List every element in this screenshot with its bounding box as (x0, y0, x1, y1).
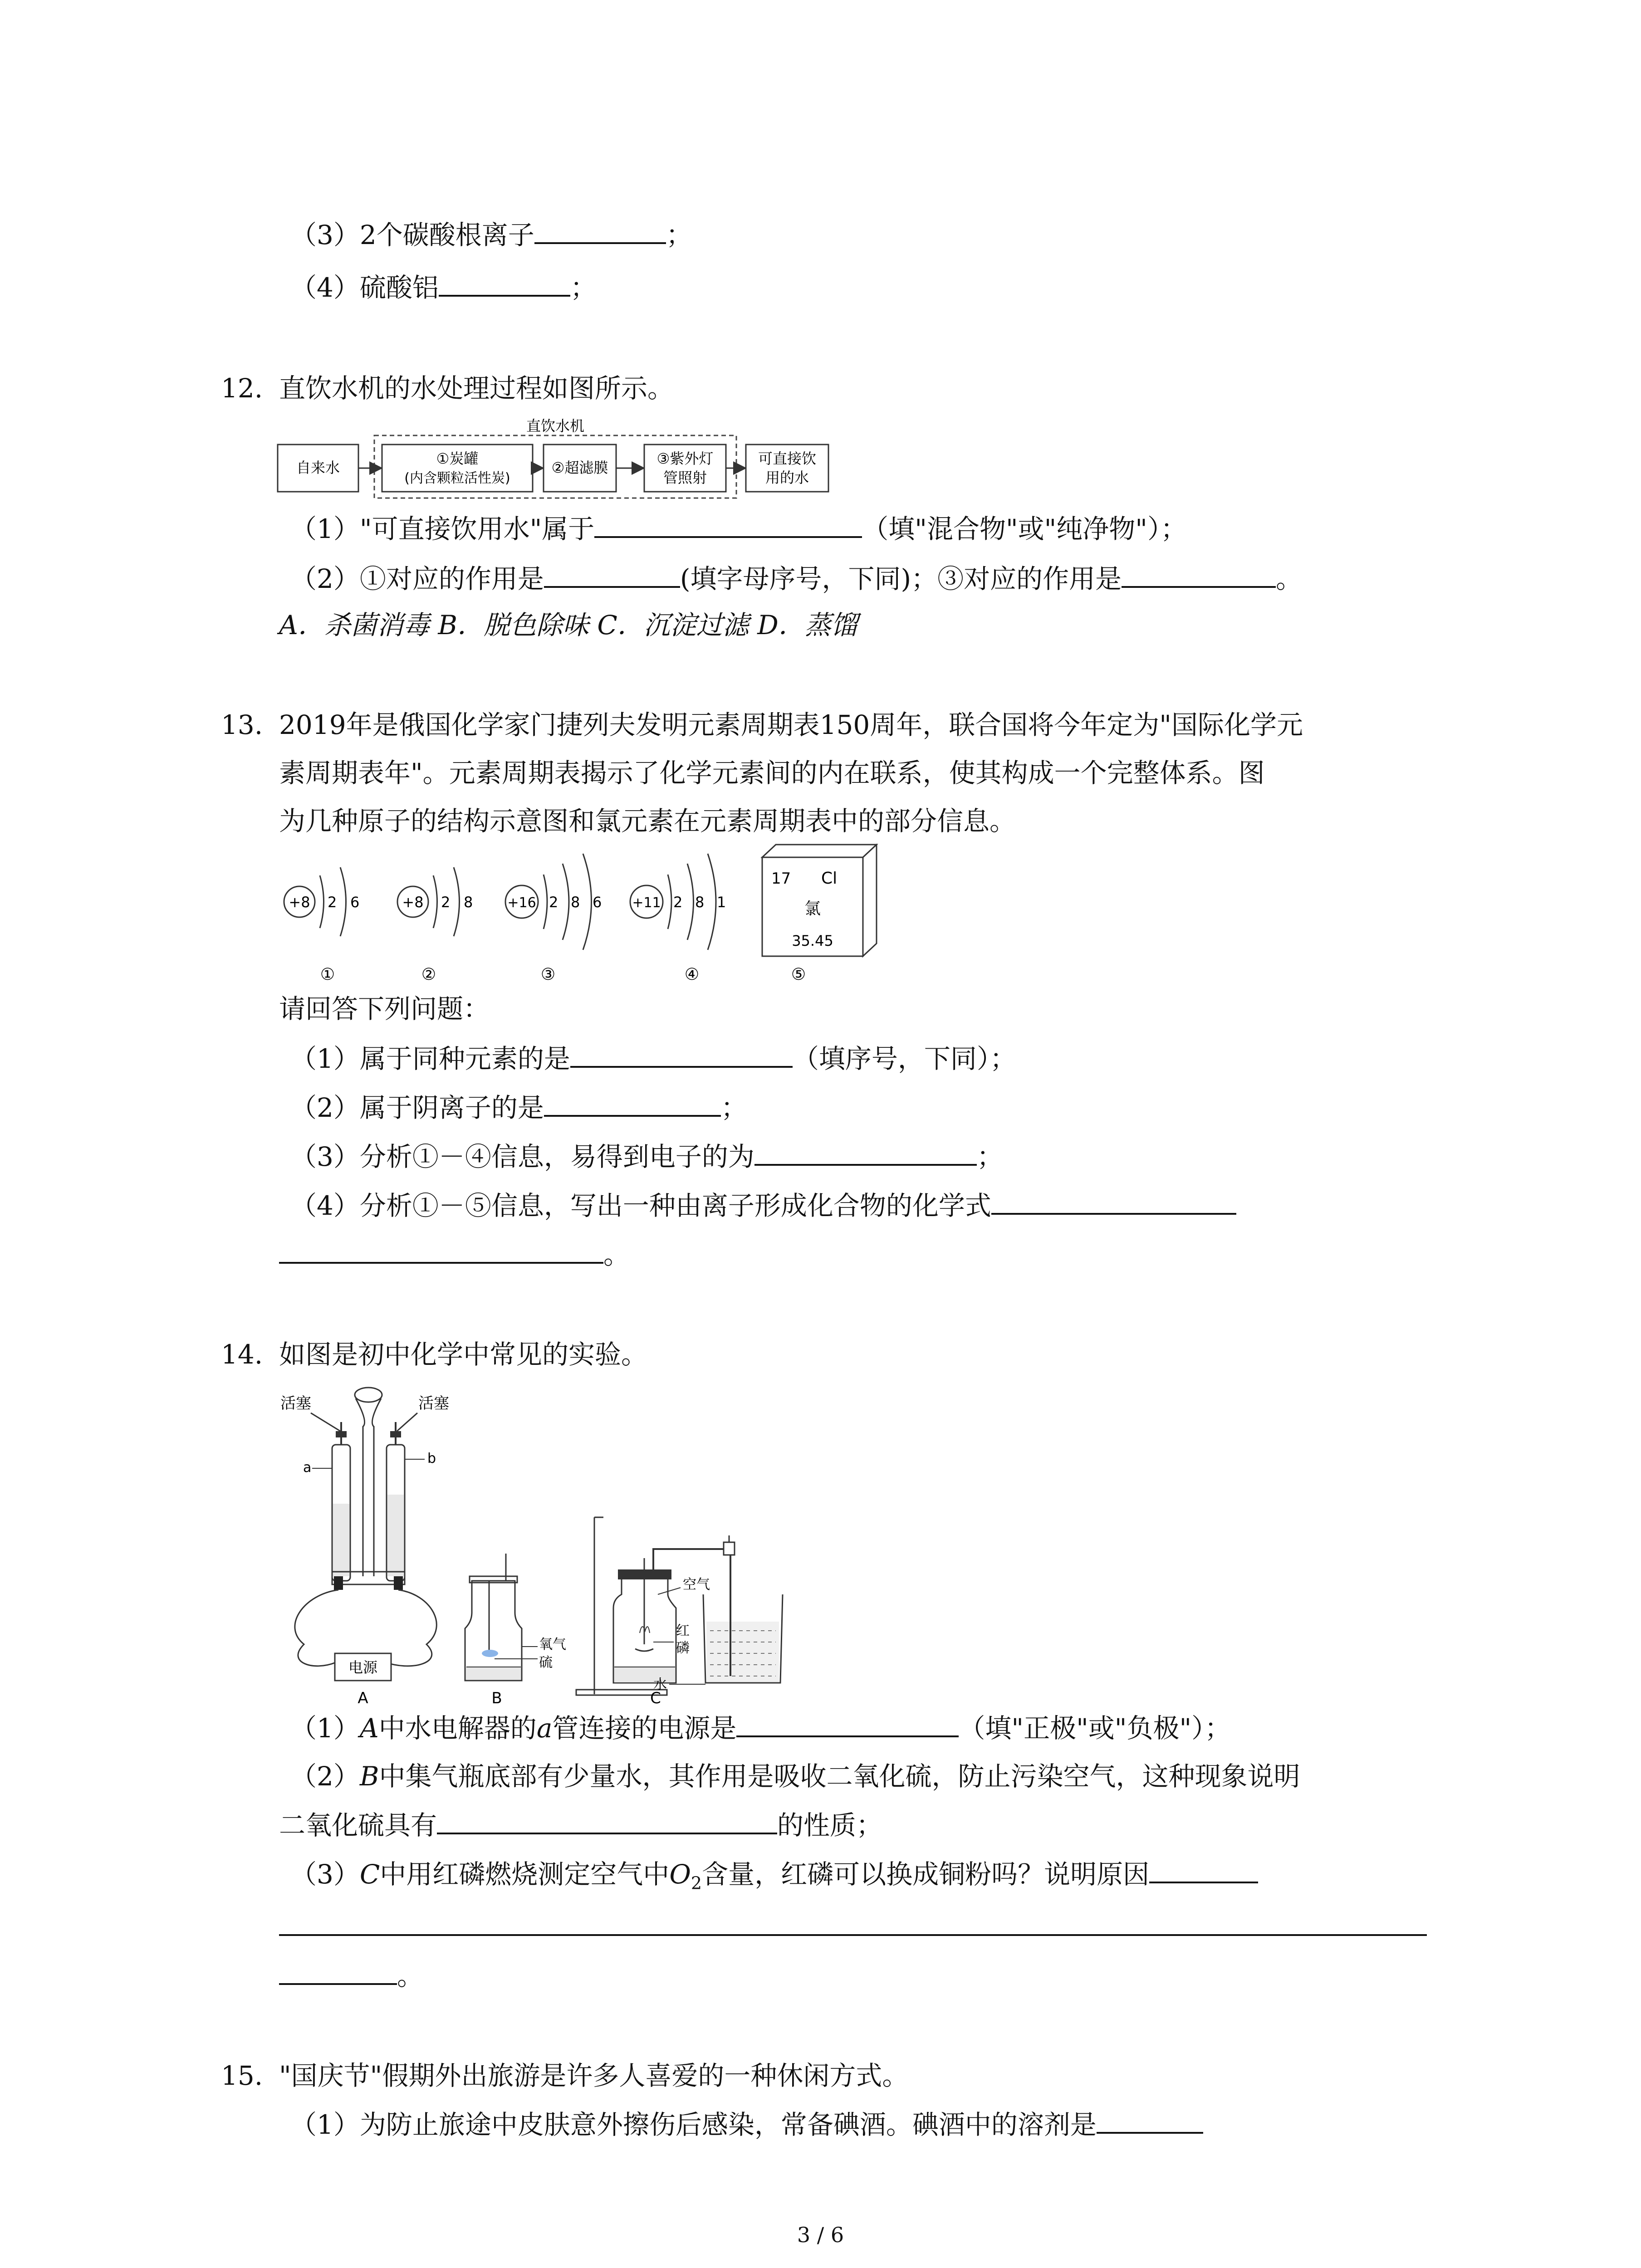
atomic-number: 17 (771, 870, 791, 888)
flow-title: 直饮水机 (526, 418, 585, 435)
flow-box-membrane: ②超滤膜 (551, 459, 608, 476)
svg-text:+16: +16 (507, 895, 536, 911)
q13-stem-line2: 素周期表年"。元素周期表揭示了化学元素间的内在联系，使其构成一个完整体系。图 (279, 758, 1265, 788)
svg-text:活塞: 活塞 (418, 1394, 449, 1413)
svg-text:2: 2 (328, 894, 337, 911)
q14-part1: （1）A中水电解器的a管连接的电源是 （填"正极"或"负极"）； (290, 1713, 1231, 1744)
svg-text:活塞: 活塞 (280, 1394, 311, 1413)
svg-text:②: ② (421, 965, 436, 984)
flow-box-carbon-note: (内含颗粒活性炭) (404, 470, 510, 486)
svg-text:③: ③ (540, 965, 556, 984)
q12-part2: （2）①对应的作用是 (填字母序号，下同)；③对应的作用是 。 (290, 563, 1303, 594)
q13-stem-line1: 13. 2019年是俄国化学家门捷列夫发明元素周期表150周年，联合国将今年定为"国际化学元 (221, 709, 1303, 740)
answer-blank[interactable] (534, 220, 666, 244)
svg-text:氧气: 氧气 (539, 1637, 566, 1652)
answer-blank[interactable] (1122, 563, 1276, 588)
q12-stem: 12. 直饮水机的水处理过程如图所示。 (221, 373, 674, 404)
answer-blank[interactable] (544, 563, 680, 588)
q14-part2-cont: 二氧化硫具有 的性质； (279, 1810, 883, 1841)
svg-text:+8: +8 (402, 894, 424, 911)
element-symbol: Cl (821, 869, 838, 888)
figure-b-sulfur-combustion (465, 1554, 566, 1707)
flow-box-carbon: ①炭罐 (436, 450, 479, 467)
flow-box-output-2: 用的水 (765, 469, 809, 486)
svg-text:6: 6 (350, 894, 360, 911)
svg-text:1: 1 (717, 894, 726, 911)
atom-structure-4 (630, 854, 726, 984)
q14-experiment-figure (277, 1381, 844, 1710)
q13-atom-diagrams (277, 844, 889, 995)
q14-stem: 14. 如图是初中化学中常见的实验。 (221, 1339, 648, 1370)
flow-box-uv-2: 管照射 (663, 469, 707, 486)
power-source-label: 电源 (348, 1659, 378, 1676)
svg-text:8: 8 (571, 894, 580, 911)
answer-blank[interactable] (1149, 1859, 1258, 1883)
svg-text:空气: 空气 (683, 1577, 710, 1593)
figure-a-electrolysis (280, 1388, 449, 1707)
svg-text:2: 2 (441, 894, 451, 911)
atom-structure-1 (284, 867, 359, 984)
q14-part3: （3）C中用红磷燃烧测定空气中$O_2$含量，红磷可以换成铜粉吗？说明原因 (290, 1857, 1258, 1901)
q14-part2: （2）B中集气瓶底部有少量水，其作用是吸收二氧化硫，防止污染空气，这种现象说明 (290, 1761, 1300, 1792)
q13-part3: （3）分析①－④信息，易得到电子的为 ； (290, 1141, 1003, 1172)
answer-blank[interactable] (279, 1960, 397, 1985)
svg-text:C: C (650, 1689, 661, 1707)
q13-stem-line3: 为几种原子的结构示意图和氯元素在元素周期表中的部分信息。 (279, 806, 1016, 836)
flow-box-tap-water: 自来水 (296, 459, 340, 476)
svg-text:a: a (303, 1460, 312, 1476)
svg-text:2: 2 (549, 894, 558, 911)
q13-part4-cont: 。 (279, 1237, 630, 1272)
page-number: 3 / 6 (797, 2223, 844, 2247)
atom-structure-3 (505, 854, 602, 984)
svg-text:8: 8 (464, 894, 473, 911)
q13-part4: （4）分析①－⑤信息，写出一种由离子形成化合物的化学式 (290, 1188, 1236, 1223)
answer-blank[interactable] (991, 1190, 1236, 1215)
q14-part3-line (279, 1910, 1427, 1944)
svg-text:④: ④ (684, 965, 700, 984)
answer-blank[interactable] (736, 1713, 959, 1737)
svg-text:磷: 磷 (676, 1640, 690, 1656)
periodic-table-cell-chlorine (762, 845, 877, 984)
answer-blank[interactable] (544, 1092, 721, 1117)
svg-text:6: 6 (593, 894, 602, 911)
svg-text:⑤: ⑤ (791, 965, 806, 984)
svg-text:硫: 硫 (539, 1655, 553, 1671)
svg-text:红: 红 (676, 1623, 690, 1639)
svg-text:+8: +8 (289, 894, 310, 911)
svg-text:8: 8 (695, 894, 705, 911)
flow-box-uv: ③紫外灯 (656, 450, 714, 467)
answer-blank[interactable] (279, 1239, 603, 1264)
svg-text:B: B (491, 1689, 502, 1707)
svg-text:①: ① (320, 965, 335, 984)
q13-prompt: 请回答下列问题： (279, 993, 490, 1024)
svg-text:水: 水 (653, 1677, 667, 1692)
q12-flow-diagram (277, 418, 830, 502)
answer-blank[interactable] (754, 1141, 977, 1166)
q13-part1: （1）属于同种元素的是 （填序号，下同）； (290, 1043, 1016, 1074)
q12-part1: （1）"可直接饮用水"属于 （填"混合物"或"纯净物"）； (290, 513, 1187, 544)
answer-blank[interactable] (570, 1043, 793, 1068)
q12-options: A．杀菌消毒 B．脱色除味 C．沉淀过滤 D．蒸馏 (279, 610, 857, 640)
atom-structure-2 (397, 867, 473, 984)
svg-text:+11: +11 (632, 895, 661, 911)
q14-part3-cont: 。 (279, 1959, 423, 1993)
svg-text:A: A (358, 1689, 368, 1707)
svg-text:b: b (427, 1451, 436, 1466)
answer-blank[interactable] (437, 1810, 777, 1834)
answer-blank[interactable] (1097, 2109, 1203, 2134)
q15-part1: （1）为防止旅途中皮肤意外擦伤后感染，常备碘酒。碘酒中的溶剂是 (290, 2107, 1203, 2142)
figure-c-oxygen-measurement (576, 1517, 783, 1707)
q11-part4: （4）硫酸铝 ； (290, 272, 597, 303)
answer-blank[interactable] (439, 272, 570, 297)
svg-text:2: 2 (673, 894, 683, 911)
q13-part2: （2）属于阴离子的是 ； (290, 1092, 747, 1123)
q15-stem: 15. "国庆节"假期外出旅游是许多人喜爱的一种休闲方式。 (221, 2060, 909, 2091)
atomic-mass: 35.45 (792, 932, 833, 949)
answer-blank[interactable] (594, 513, 862, 538)
answer-blank[interactable] (279, 1911, 1427, 1936)
element-name: 氯 (804, 899, 821, 918)
q11-part3: （3）2个碳酸根离子 ； (290, 220, 692, 250)
flow-box-output: 可直接饮 (758, 450, 817, 467)
